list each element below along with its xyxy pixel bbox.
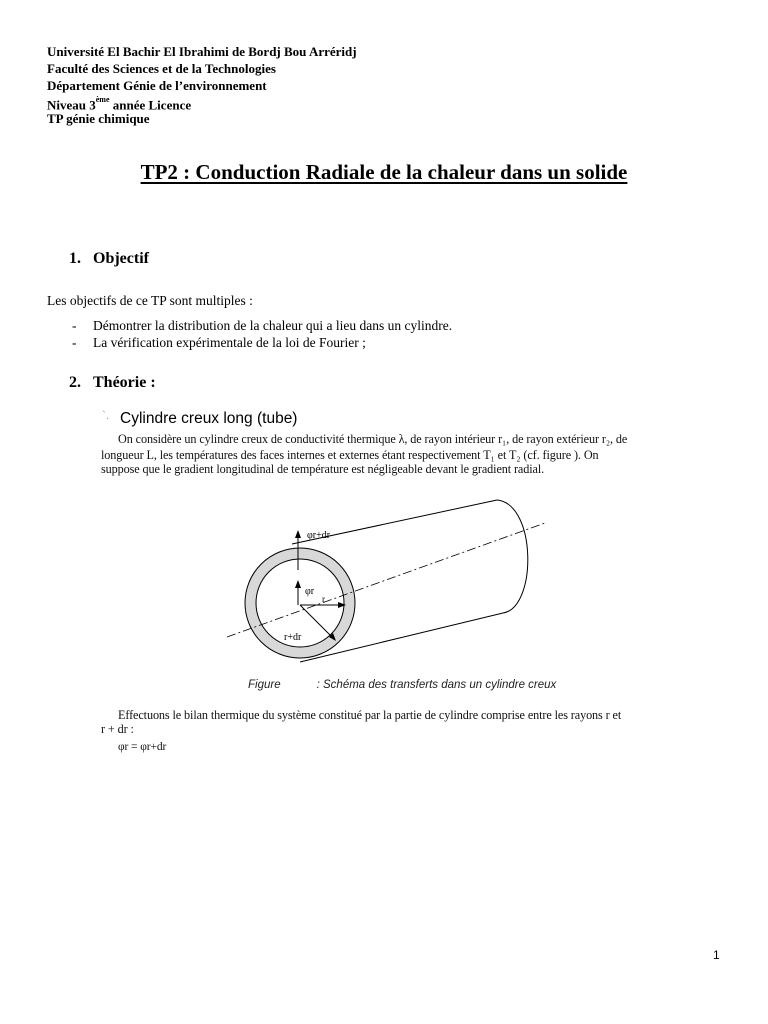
radius-dr-label: r+dr	[284, 632, 302, 643]
header-course: TP génie chimique	[47, 111, 150, 126]
section-objectif-heading	[69, 250, 149, 268]
figure-caption-text: : Schéma des transferts dans un cylindre creux	[316, 679, 557, 691]
section-number: 1.	[69, 250, 81, 267]
bullet-dash: -	[72, 318, 77, 333]
figure-caption	[248, 679, 556, 691]
flux-outer-arrowhead	[295, 530, 301, 538]
section-theorie-heading	[69, 374, 156, 392]
header-level-post: année Licence	[109, 97, 192, 113]
page-title-text: TP2 : Conduction Radiale de la chaleur dans un solide	[140, 160, 628, 184]
scan-marker: `.	[102, 408, 109, 422]
header-university: Université El Bachir El Ibrahimi de Bordj Bou Arréridj	[47, 44, 357, 59]
radius-label: r	[322, 594, 325, 604]
balance-paragraph-line: r + dr :	[101, 722, 134, 736]
flux-outer-label: φr+dr	[307, 530, 331, 541]
objectives-intro: Les objectifs de ce TP sont multiples :	[47, 293, 253, 308]
list-item	[0, 318, 768, 336]
header-level-sup: ème	[95, 95, 110, 104]
header-level-pre: Niveau 3	[47, 97, 96, 113]
header-department: Département Génie de l’environnement	[47, 78, 267, 93]
theory-paragraph-line: On considère un cylindre creux de conductivité thermique λ, de rayon intérieur r₁, de rayon extérieur r₂, de	[118, 432, 628, 446]
subheading-hollow-cylinder: Cylindre creux long (tube)	[120, 410, 298, 427]
balance-paragraph-line: Effectuons le bilan thermique du système constitué par la partie de cylindre comprise entre les rayons r et	[118, 708, 622, 722]
bullet-dash: -	[72, 335, 77, 350]
section-title: Objectif	[93, 250, 149, 267]
theory-paragraph-line: longueur L, les températures des faces internes et externes étant respectivement T₁ et T₂ (cf. figure ). On	[101, 448, 599, 462]
flux-equation: φr = φr+dr	[118, 741, 167, 753]
bullet-text: La vérification expérimentale de la loi de Fourier ;	[93, 335, 366, 350]
tube-far-end	[497, 500, 528, 613]
theory-paragraph-line: suppose que le gradient longitudinal de température est négligeable devant le gradient radial.	[101, 462, 545, 476]
flux-inner-label: φr	[305, 586, 315, 597]
section-title: Théorie :	[93, 374, 156, 391]
page-number: 1	[713, 948, 720, 962]
section-number: 2.	[69, 374, 81, 391]
bullet-text: Démontrer la distribution de la chaleur qui a lieu dans un cylindre.	[93, 318, 453, 333]
hollow-cylinder-figure	[215, 490, 555, 675]
figure-caption-word: Figure	[248, 679, 281, 691]
header-faculty: Faculté des Sciences et de la Technologies	[47, 61, 276, 76]
page-title	[0, 160, 768, 185]
list-item	[0, 335, 768, 353]
